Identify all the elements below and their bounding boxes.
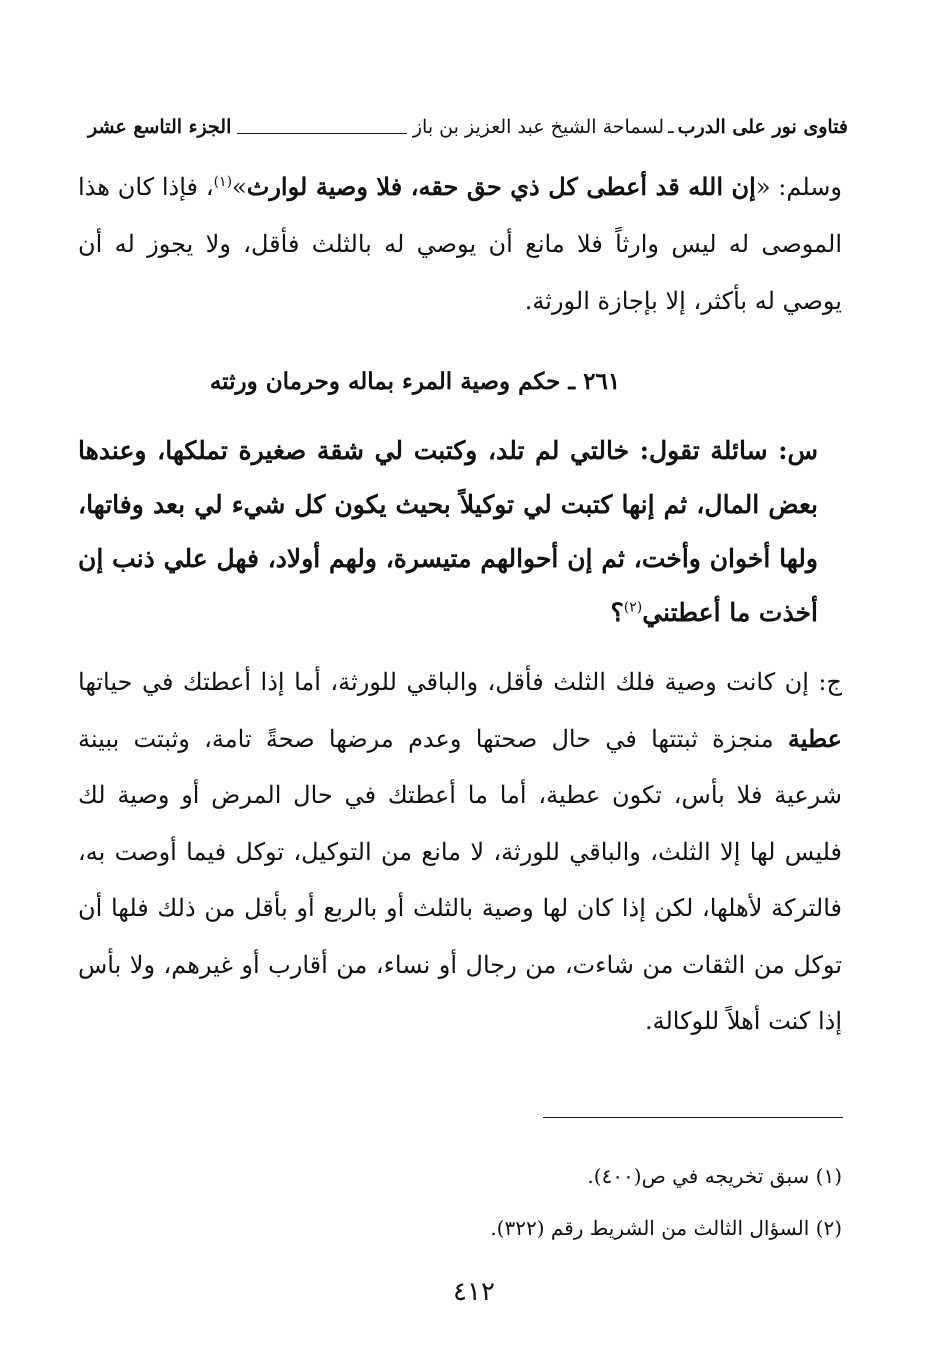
answer-bold-word: عطية: [787, 723, 842, 753]
footnote-separator: [543, 1117, 843, 1118]
close-quote: »: [232, 173, 247, 201]
intro-paragraph: [78, 158, 842, 330]
header-rule: [237, 133, 407, 134]
footnote-1: (١) سبق تخريجه في ص(٤٠٠).: [587, 1164, 842, 1188]
question-end: ؟: [610, 598, 624, 627]
volume-label: الجزء التاسع عشر: [88, 116, 232, 138]
page-number: ٤١٢: [453, 1277, 495, 1307]
book-title: فتاوى نور على الدرب: [677, 116, 848, 138]
intro-lead: وسلم: «: [755, 173, 843, 201]
footnote-ref-1: (١): [213, 174, 233, 190]
footnotes: [360, 1150, 842, 1254]
hadith-quote: إن الله قد أعطى كل ذي حق حقه، فلا وصية لوارث: [246, 172, 756, 201]
section-title: ٢٦١ ـ حكم وصية المرء بماله وحرمان ورثته: [209, 368, 621, 395]
answer-text-2: منجزة ثبتتها في حال صحتها وعدم مرضها صحةً تامة، وثبتت ببينة شرعية فلا بأس، تكون عطية، أما ما أعطتك في حال المرض أو وصية لك فليس لها إلا الثلث، والباقي للورثة، لا مانع من التوكيل، توكل فيما أوصت به، فالتركة لأهلها، لكن إذا كان لها وصية بالثلث أو بالربع أو بأقل من ذلك فلها أن توكل من الثقات من شاءت، من رجال أو نساء، من أقارب أو غيرهم، ولا بأس إذا كنت أهلاً للوكالة.: [78, 724, 843, 1035]
footnote-ref-2: (٢): [623, 599, 643, 616]
author-name: لسماحة الشيخ عبد العزيز بن باز: [412, 116, 665, 138]
running-header: [88, 112, 848, 142]
answer-paragraph: [78, 654, 842, 1050]
footnote-2: (٢) السؤال الثالث من الشريط رقم (٣٢٢).: [490, 1216, 842, 1240]
question-paragraph: [78, 424, 818, 640]
answer-text-1: ج: إن كانت وصية فلك الثلث فأقل، والباقي للورثة، أما إذا أعطتك في حياتها: [78, 668, 842, 696]
header-separator: ـ: [668, 116, 674, 138]
question-text: س: سائلة تقول: خالتي لم تلد، وكتبت لي شقة صغيرة تملكها، وعندها بعض المال، ثم إنها كتبت لي توكيلاً بحيث يكون كل شيء لي بعد وفاتها، ولها أخوان وأخت، ثم إن أحوالهم متيسرة، ولهم أولاد، فهل علي ذنب إن أخذت ما أعطتني: [78, 436, 818, 627]
intro-rest: ، فإذا كان هذا الموصى له ليس وارثاً فلا مانع أن يوصي له بالثلث فأقل، ولا يجوز له أن يوصي له بأكثر، إلا بإجازة الورثة.: [78, 173, 843, 315]
